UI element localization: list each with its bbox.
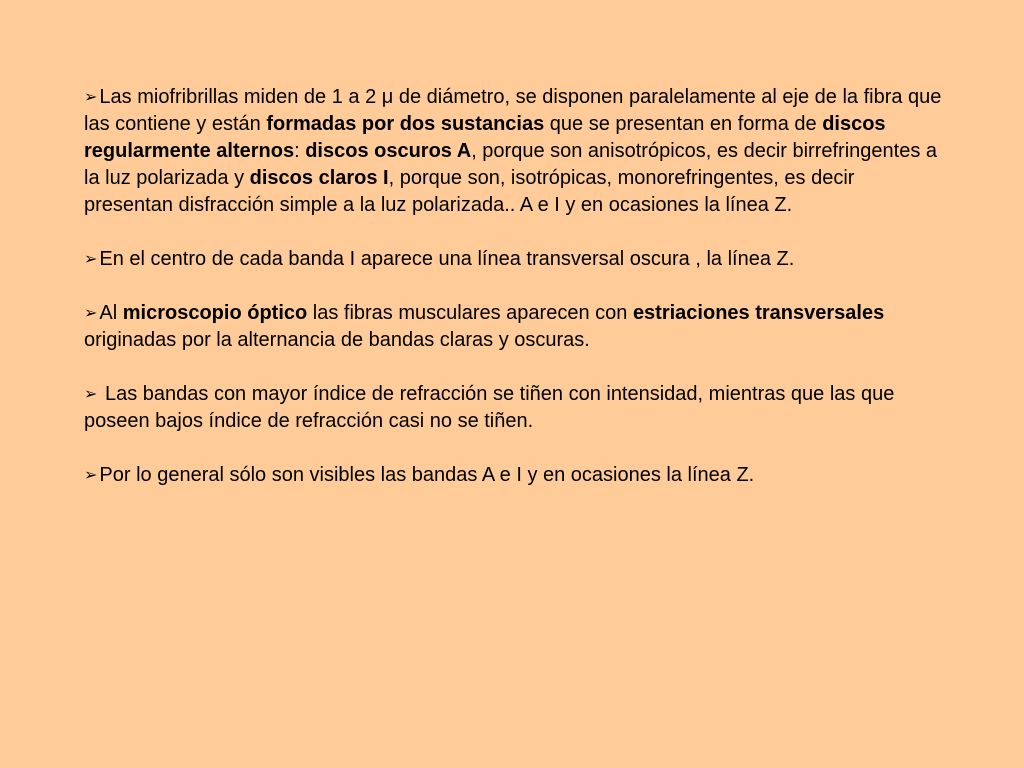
bold-text-segment: microscopio óptico [122,302,308,324]
bullet-paragraph [84,300,944,354]
text-segment: , porque son, isotrópicas, monorefringentes, es decir presentan disfracción simple a la luz polarizada.. A e I y en ocasiones la línea Z. [84,167,855,216]
arrow-bullet-icon: ➢ [84,87,98,106]
bold-text-segment: estriaciones transversales [632,302,885,324]
text-segment: Al [99,302,123,324]
arrow-bullet-icon: ➢ [84,384,98,403]
text-segment: las fibras musculares aparecen con [307,302,633,324]
bold-text-segment: discos claros I [249,167,389,189]
bullet-paragraph [84,381,944,435]
bold-text-segment: formadas por dos sustancias [266,113,545,135]
text-segment: originadas por la alternancia de bandas claras y oscuras. [84,329,590,351]
bold-text-segment: discos regularmente alternos [84,113,886,162]
text-segment: : [294,140,306,162]
slide-text-body [84,84,944,516]
text-segment: , porque son anisotrópicos, es decir birrefringentes a la luz polarizada y [84,140,937,189]
bullet-paragraph [84,462,944,489]
text-segment: Las bandas con mayor índice de refracción se tiñen con intensidad, mientras que las que poseen bajos índice de refracción casi no se tiñen. [84,383,895,432]
arrow-bullet-icon: ➢ [84,249,98,268]
arrow-bullet-icon: ➢ [84,303,98,322]
bullet-paragraph [84,84,944,219]
bullet-paragraph [84,246,944,273]
arrow-bullet-icon: ➢ [84,465,98,484]
bold-text-segment: discos oscuros A [305,140,472,162]
text-segment: que se presentan en forma de [544,113,823,135]
text-segment: Las miofribrillas miden de 1 a 2 μ de diámetro, se disponen paralelamente al eje de la fibra que las contiene y están [84,86,942,135]
text-segment: Por lo general sólo son visibles las bandas A e I y en ocasiones la línea Z. [99,464,755,486]
text-segment: En el centro de cada banda I aparece una línea transversal oscura , la línea Z. [99,248,795,270]
